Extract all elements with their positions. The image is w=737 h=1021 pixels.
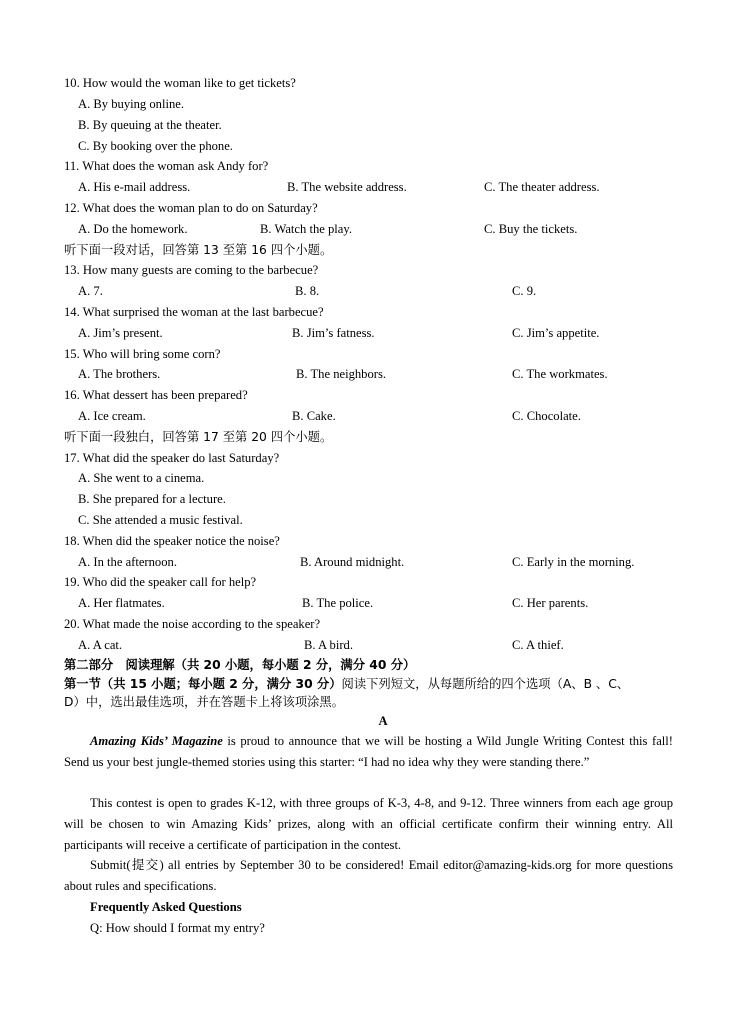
- q10-option-b: B. By queuing at the theater.: [78, 118, 222, 132]
- question-18: 18. When did the speaker notice the noise?: [64, 534, 280, 548]
- section-one-heading: [64, 677, 629, 692]
- q19-option-c: C. Her parents.: [512, 596, 589, 610]
- section-one-instruction-cont: D）中，选出最佳选项，并在答题卡上将该项涂黑。: [64, 695, 345, 709]
- q13-option-a: A. 7.: [78, 284, 103, 298]
- question-20: 20. What made the noise according to the speaker?: [64, 617, 321, 631]
- section-one-title: 第一节（共 15 小题；每小题 2 分，满分 30 分）: [64, 677, 342, 691]
- paragraph-1: [64, 731, 673, 773]
- part-two-heading: 第二部分 阅读理解（共 20 小题，每小题 2 分，满分 40 分）: [64, 658, 416, 672]
- q14-option-b: B. Jim’s fatness.: [292, 326, 375, 340]
- question-13: 13. How many guests are coming to the barbecue?: [64, 263, 319, 277]
- q20-option-a: A. A cat.: [78, 638, 123, 652]
- question-10: 10. How would the woman like to get tickets?: [64, 76, 296, 90]
- q16-option-b: B. Cake.: [292, 409, 336, 423]
- paragraph-1-text: is proud to announce that we will be hosting a Wild Jungle Writing Contest this fall! Send us your best jungle-themed stories using this starter: “I had no idea why they were standing there.”: [64, 734, 673, 769]
- q11-option-b: B. The website address.: [287, 180, 407, 194]
- q18-option-c: C. Early in the morning.: [512, 555, 635, 569]
- q15-option-a: A. The brothers.: [78, 367, 161, 381]
- q14-option-c: C. Jim’s appetite.: [512, 326, 600, 340]
- q13-option-c: C. 9.: [512, 284, 537, 298]
- question-12: 12. What does the woman plan to do on Saturday?: [64, 201, 318, 215]
- q12-option-b: B. Watch the play.: [260, 222, 353, 236]
- q11-option-c: C. The theater address.: [484, 180, 600, 194]
- q18-option-a: A. In the afternoon.: [78, 555, 177, 569]
- q15-option-b: B. The neighbors.: [296, 367, 387, 381]
- faq-question-1: Q: How should I format my entry?: [90, 921, 265, 935]
- q17-option-c: C. She attended a music festival.: [78, 513, 243, 527]
- q11-option-a: A. His e-mail address.: [78, 180, 191, 194]
- question-16: 16. What dessert has been prepared?: [64, 388, 248, 402]
- magazine-name: Amazing Kids’ Magazine: [90, 734, 223, 748]
- q18-option-b: B. Around midnight.: [300, 555, 405, 569]
- q14-option-a: A. Jim’s present.: [78, 326, 163, 340]
- question-15: 15. Who will bring some corn?: [64, 347, 221, 361]
- q12-option-c: C. Buy the tickets.: [484, 222, 578, 236]
- q17-option-b: B. She prepared for a lecture.: [78, 492, 226, 506]
- q13-option-b: B. 8.: [295, 284, 320, 298]
- q20-option-b: B. A bird.: [304, 638, 353, 652]
- q12-option-a: A. Do the homework.: [78, 222, 188, 236]
- q16-option-a: A. Ice cream.: [78, 409, 146, 423]
- question-11: 11. What does the woman ask Andy for?: [64, 159, 269, 173]
- section-one-instruction: 阅读下列短文，从每题所给的四个选项（A、B 、C、: [341, 677, 630, 691]
- passage-letter: A: [378, 714, 388, 728]
- question-17: 17. What did the speaker do last Saturday?: [64, 451, 280, 465]
- instruction-13-16: 听下面一段对话，回答第 13 至第 16 四个小题。: [64, 243, 333, 257]
- question-14: 14. What surprised the woman at the last barbecue?: [64, 305, 324, 319]
- q15-option-c: C. The workmates.: [512, 367, 608, 381]
- faq-heading: Frequently Asked Questions: [90, 900, 242, 914]
- instruction-17-20: 听下面一段独白，回答第 17 至第 20 四个小题。: [64, 430, 333, 444]
- q19-option-a: A. Her flatmates.: [78, 596, 165, 610]
- question-19: 19. Who did the speaker call for help?: [64, 575, 257, 589]
- paragraph-3: Submit(提交) all entries by September 30 to be considered! Email editor@amazing-kids.org for more questions about rules and specifications.: [64, 858, 673, 893]
- q17-option-a: A. She went to a cinema.: [78, 471, 205, 485]
- q20-option-c: C. A thief.: [512, 638, 564, 652]
- q10-option-a: A. By buying online.: [78, 97, 184, 111]
- q10-option-c: C. By booking over the phone.: [78, 139, 233, 153]
- q16-option-c: C. Chocolate.: [512, 409, 581, 423]
- paragraph-2: This contest is open to grades K-12, with three groups of K-3, 4-8, and 9-12. Three winners from each age group will be chosen to win Amazing Kids’ prizes, along with an official certificate confirm their winning entry. All participants will receive a certificate of participation in the contest.: [64, 796, 673, 852]
- q19-option-b: B. The police.: [302, 596, 374, 610]
